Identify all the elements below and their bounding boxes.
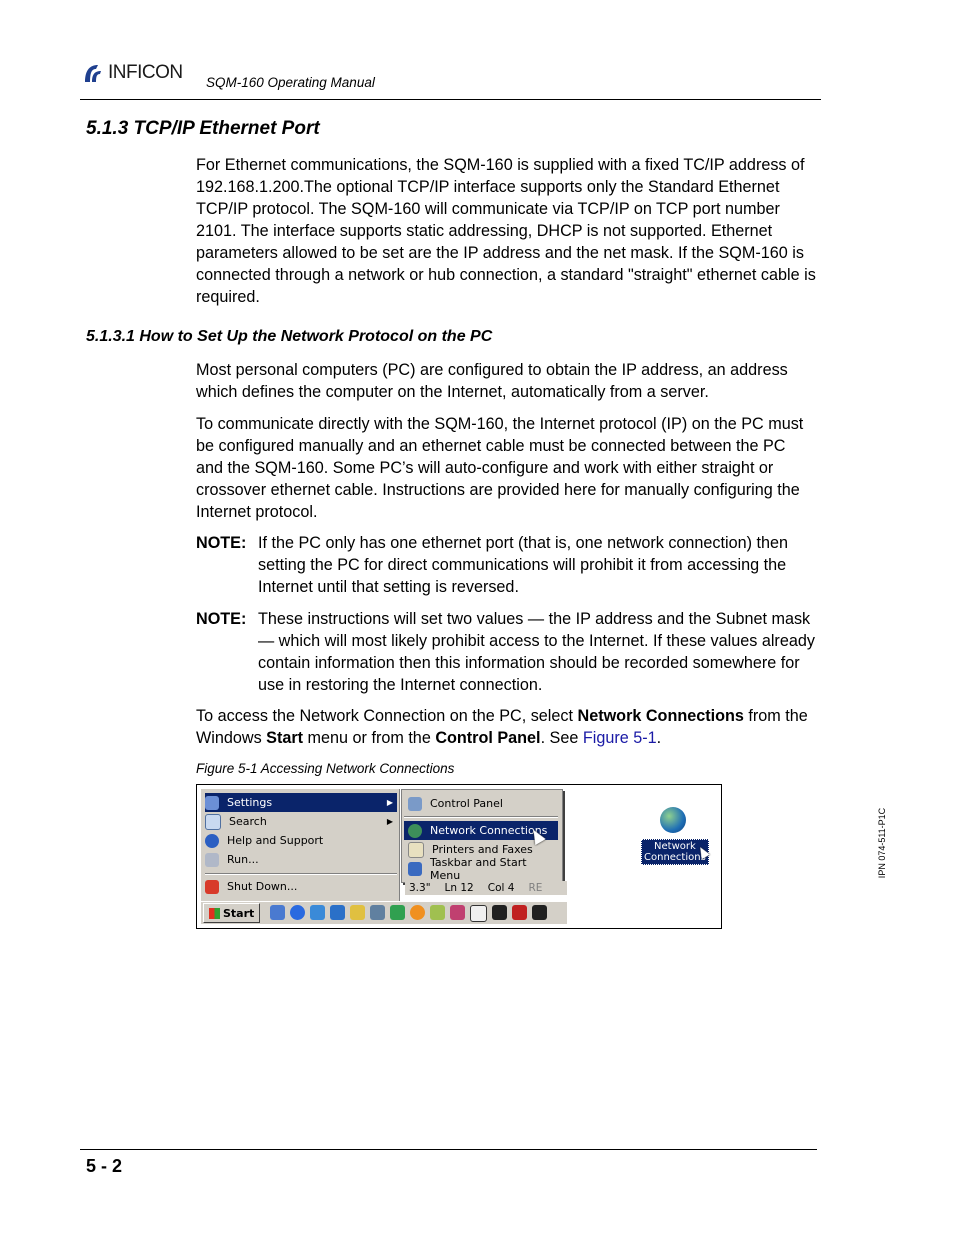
header-rule — [80, 99, 821, 100]
desktop-icon-label-line1: Network — [654, 841, 696, 852]
submenu-network-connections-label: Network Connections — [430, 824, 548, 837]
note-1 — [196, 532, 816, 598]
note-2-label: NOTE: — [196, 610, 247, 628]
start-menu — [201, 789, 400, 901]
desktop-network-connections[interactable] — [641, 807, 705, 865]
figure-link[interactable]: Figure 5-1 — [582, 729, 657, 747]
submenu-separator — [404, 816, 558, 818]
para3-text-g: . See — [540, 729, 583, 747]
settings-icon — [205, 796, 219, 810]
footer-rule — [80, 1149, 817, 1150]
subsection-para-2: To communicate directly with the SQM-160, the Internet protocol (IP) on the PC must be configured manually and an ethernet cable must be connected between the PC and the SQM-160. Some PC’s will auto-configure and work with either straight or crossover ethernet cable. Instructions are provided here for manually configuring the Internet protocol. — [196, 415, 804, 521]
subsection-para-1: Most personal computers (PC) are configured to obtain the IP address, an address which defines the computer on the Internet, automatically from a server. — [196, 361, 788, 401]
network-globe-icon — [660, 807, 686, 833]
printer-icon — [408, 842, 424, 858]
chevron-right-icon: ▶ — [386, 798, 393, 807]
chevron-right-icon: ▶ — [386, 817, 393, 826]
quick-launch-icon[interactable] — [330, 905, 345, 920]
logo-text: INFICON — [108, 62, 183, 83]
section-heading: 5.1.3 TCP/IP Ethernet Port — [86, 118, 320, 139]
run-icon — [205, 853, 219, 867]
submenu-control-panel-label: Control Panel — [430, 797, 503, 810]
start-menu-search-label: Search — [229, 815, 267, 828]
start-button-label: Start — [223, 906, 255, 920]
start-menu-separator — [205, 873, 397, 875]
quick-launch-icon[interactable] — [270, 905, 285, 920]
start-menu-run-label: Run... — [227, 853, 259, 866]
manual-title: SQM-160 Operating Manual — [206, 75, 375, 90]
editor-status-bar — [405, 881, 567, 895]
ipn-code: IPN 074-511-P1C — [877, 807, 887, 879]
help-icon — [205, 834, 219, 848]
taskbar — [201, 901, 567, 924]
status-record: RE — [528, 882, 543, 894]
page-number: 5 - 2 — [86, 1156, 123, 1176]
subsection-heading: 5.1.3.1 How to Set Up the Network Protocol on the PC — [86, 328, 493, 345]
status-line: Ln 12 — [444, 882, 474, 894]
quick-launch-icon[interactable] — [532, 905, 547, 920]
submenu-taskbar-label: Taskbar and Start Menu — [430, 855, 527, 882]
section-paragraph: For Ethernet communications, the SQM-160 is supplied with a fixed TC/IP address of 192.168.1.200.The optional TCP/IP interface supports only the Standard Ethernet TCP/IP protocol. The SQM-160 will communicate via TCP/IP on TCP port number 2101. The interface supports static addressing, DHCP is not supported. Ethernet parameters allowed to be set are the IP address and the net mask. If the SQM-160 is connected through a network or hub connection, a standard "straight" ethernet cable is required. — [196, 156, 816, 306]
note-1-text: If the PC only has one ethernet port (that is, one network connection) then setting the PC for direct communications will prohibit it from accessing the Internet until that setting is reversed. — [258, 534, 789, 596]
quick-launch-icon[interactable] — [492, 905, 507, 920]
windows-logo-icon — [209, 908, 220, 919]
quick-launch-icon[interactable] — [450, 905, 465, 920]
quick-launch-icon[interactable] — [350, 905, 365, 920]
search-icon — [205, 814, 221, 830]
quick-launch — [270, 905, 547, 922]
figure-screenshot — [196, 784, 722, 929]
note-1-label: NOTE: — [196, 534, 247, 552]
start-menu-shutdown-label: Shut Down... — [227, 880, 298, 893]
start-menu-search[interactable] — [205, 812, 397, 831]
para3-bold-start: Start — [266, 729, 304, 747]
para3-text-e: menu or from the — [303, 729, 436, 747]
para3-text-a: To access the Network Connection on the PC, select — [196, 707, 578, 725]
note-2-text: These instructions will set two values — the IP address and the Subnet mask — which will most likely prohibit access to the Internet. If these values already contain information then this information should be recorded somewhere for use in restoring the Internet connection. — [258, 610, 815, 694]
inficon-logo-mark — [82, 62, 104, 84]
start-menu-settings-label: Settings — [227, 796, 273, 809]
para3-bold-network: Network Connections — [577, 707, 744, 725]
quick-launch-icon[interactable] — [410, 905, 425, 920]
note-2 — [196, 608, 816, 696]
quick-launch-icon[interactable] — [370, 905, 385, 920]
shutdown-icon — [205, 880, 219, 894]
desktop-icon-label-line2: Connections — [644, 852, 706, 863]
para3-bold-control-panel: Control Panel — [435, 729, 541, 747]
inficon-logo — [82, 60, 183, 86]
start-menu-run[interactable] — [205, 850, 397, 869]
status-position: 3.3" — [409, 882, 431, 894]
start-button[interactable] — [203, 903, 260, 923]
quick-launch-icon[interactable] — [390, 905, 405, 920]
quick-launch-icon[interactable] — [512, 905, 527, 920]
network-icon — [408, 824, 422, 838]
submenu-printers-label: Printers and Faxes — [432, 843, 533, 856]
quick-launch-icon[interactable] — [430, 905, 445, 920]
figure-caption: Figure 5-1 Accessing Network Connections — [196, 761, 455, 776]
quick-launch-icon[interactable] — [290, 905, 305, 920]
subsection-para-3 — [196, 705, 816, 749]
quick-launch-icon[interactable] — [310, 905, 325, 920]
quick-launch-icon[interactable] — [470, 905, 487, 922]
start-menu-help-label: Help and Support — [227, 834, 324, 847]
control-panel-icon — [408, 797, 422, 811]
submenu-taskbar[interactable] — [404, 855, 558, 882]
start-menu-shutdown[interactable] — [205, 877, 397, 896]
status-column: Col 4 — [487, 882, 515, 894]
para3-text-h: . — [656, 729, 662, 747]
para3-text-c: from the Windows — [196, 707, 808, 747]
submenu-control-panel[interactable] — [404, 794, 558, 813]
start-menu-settings[interactable] — [205, 793, 397, 812]
taskbar-icon — [408, 862, 422, 876]
start-menu-help[interactable] — [205, 831, 397, 850]
